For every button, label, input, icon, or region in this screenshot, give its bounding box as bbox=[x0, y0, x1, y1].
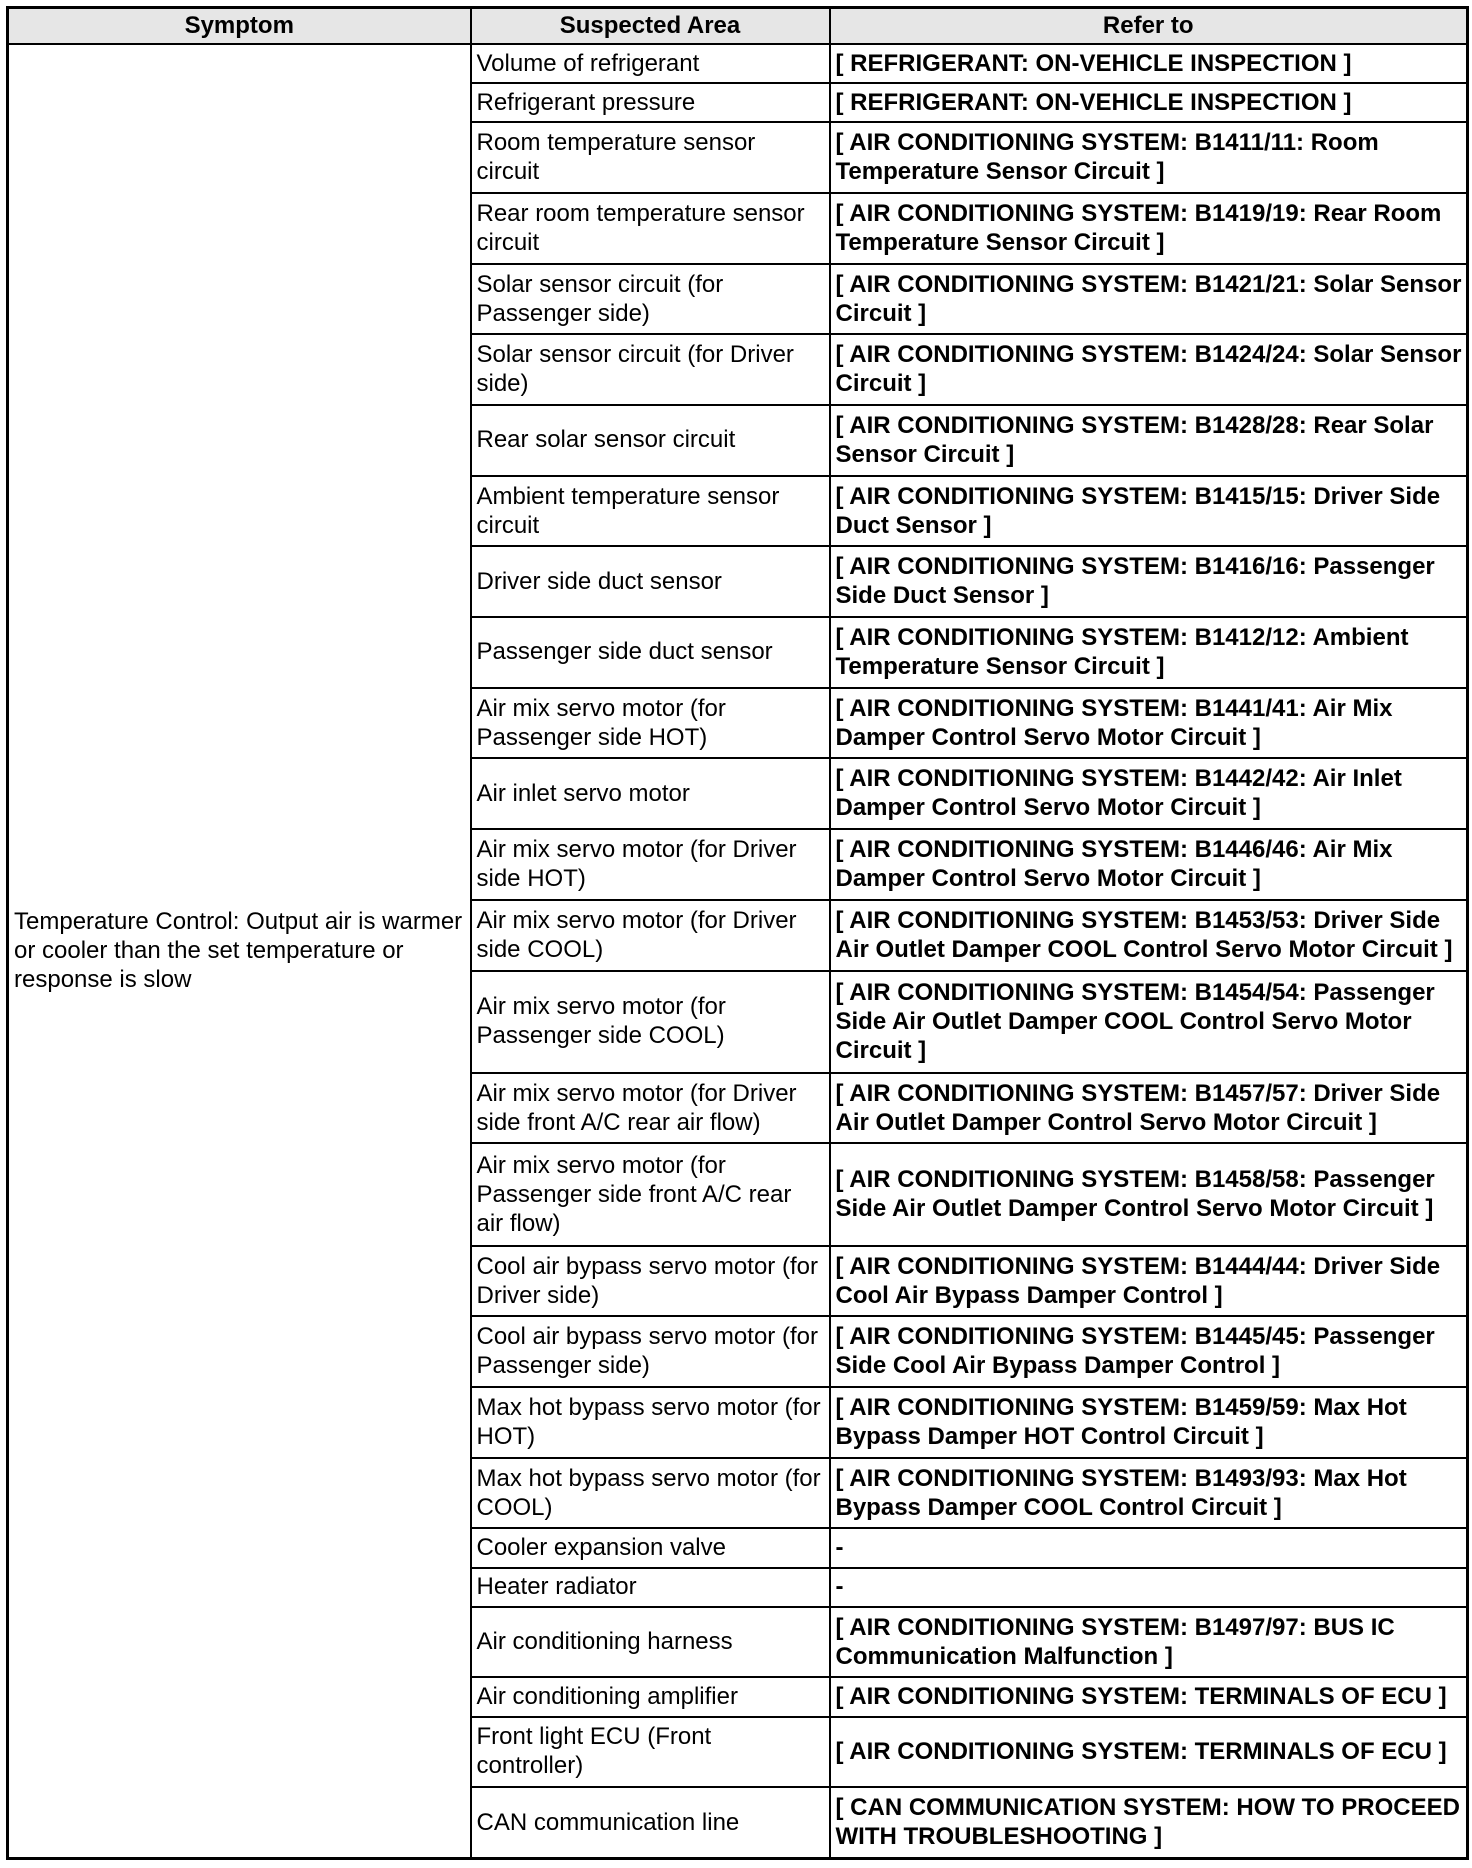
refer-to-link[interactable]: [ AIR CONDITIONING SYSTEM: B1497/97: BUS IC Communication Malfunction ] bbox=[830, 1607, 1468, 1678]
refer-to-link[interactable]: [ AIR CONDITIONING SYSTEM: B1419/19: Rear Room Temperature Sensor Circuit ] bbox=[830, 193, 1468, 264]
suspected-area-cell: Air mix servo motor (for Driver side COOL) bbox=[471, 900, 830, 971]
refer-to-link[interactable]: [ AIR CONDITIONING SYSTEM: B1453/53: Driver Side Air Outlet Damper COOL Control Servo Motor Circuit ] bbox=[830, 900, 1468, 971]
suspected-area-cell: Rear solar sensor circuit bbox=[471, 405, 830, 476]
refer-to-link[interactable]: [ AIR CONDITIONING SYSTEM: B1459/59: Max Hot Bypass Damper HOT Control Circuit ] bbox=[830, 1387, 1468, 1458]
suspected-area-cell: Solar sensor circuit (for Passenger side) bbox=[471, 264, 830, 335]
header-symptom: Symptom bbox=[8, 8, 471, 45]
suspected-area-cell: Air inlet servo motor bbox=[471, 758, 830, 829]
refer-to-link[interactable]: [ AIR CONDITIONING SYSTEM: B1444/44: Driver Side Cool Air Bypass Damper Control ] bbox=[830, 1246, 1468, 1317]
suspected-area-cell: Front light ECU (Front controller) bbox=[471, 1717, 830, 1788]
header-refer-to: Refer to bbox=[830, 8, 1468, 45]
refer-to-link[interactable]: [ REFRIGERANT: ON-VEHICLE INSPECTION ] bbox=[830, 44, 1468, 83]
suspected-area-cell: Solar sensor circuit (for Driver side) bbox=[471, 334, 830, 405]
refer-to-link[interactable]: [ AIR CONDITIONING SYSTEM: TERMINALS OF ECU ] bbox=[830, 1717, 1468, 1788]
refer-to-link[interactable]: [ AIR CONDITIONING SYSTEM: B1446/46: Air Mix Damper Control Servo Motor Circuit ] bbox=[830, 829, 1468, 900]
suspected-area-cell: Room temperature sensor circuit bbox=[471, 122, 830, 193]
refer-to-link[interactable]: [ AIR CONDITIONING SYSTEM: B1441/41: Air Mix Damper Control Servo Motor Circuit ] bbox=[830, 688, 1468, 759]
suspected-area-cell: Air mix servo motor (for Passenger side front A/C rear air flow) bbox=[471, 1143, 830, 1245]
suspected-area-cell: Air mix servo motor (for Passenger side HOT) bbox=[471, 688, 830, 759]
refer-to-link[interactable]: [ AIR CONDITIONING SYSTEM: B1424/24: Solar Sensor Circuit ] bbox=[830, 334, 1468, 405]
refer-to-link[interactable]: [ AIR CONDITIONING SYSTEM: TERMINALS OF ECU ] bbox=[830, 1677, 1468, 1716]
header-suspected-area: Suspected Area bbox=[471, 8, 830, 45]
suspected-area-cell: Ambient temperature sensor circuit bbox=[471, 476, 830, 547]
suspected-area-cell: Cool air bypass servo motor (for Driver side) bbox=[471, 1246, 830, 1317]
suspected-area-cell: Air mix servo motor (for Driver side front A/C rear air flow) bbox=[471, 1073, 830, 1144]
refer-to-link[interactable]: [ AIR CONDITIONING SYSTEM: B1442/42: Air Inlet Damper Control Servo Motor Circuit ] bbox=[830, 758, 1468, 829]
suspected-area-cell: CAN communication line bbox=[471, 1787, 830, 1858]
suspected-area-cell: Passenger side duct sensor bbox=[471, 617, 830, 688]
refer-to-link[interactable]: [ CAN COMMUNICATION SYSTEM: HOW TO PROCEED WITH TROUBLESHOOTING ] bbox=[830, 1787, 1468, 1858]
refer-to-link[interactable]: [ AIR CONDITIONING SYSTEM: B1454/54: Passenger Side Air Outlet Damper COOL Control Servo Motor Circuit ] bbox=[830, 971, 1468, 1073]
suspected-area-cell: Air mix servo motor (for Driver side HOT) bbox=[471, 829, 830, 900]
suspected-area-cell: Cool air bypass servo motor (for Passenger side) bbox=[471, 1316, 830, 1387]
suspected-area-cell: Heater radiator bbox=[471, 1568, 830, 1607]
suspected-area-cell: Rear room temperature sensor circuit bbox=[471, 193, 830, 264]
table-row bbox=[8, 44, 1468, 83]
refer-to-link[interactable]: [ REFRIGERANT: ON-VEHICLE INSPECTION ] bbox=[830, 83, 1468, 122]
refer-to-link[interactable]: [ AIR CONDITIONING SYSTEM: B1428/28: Rear Solar Sensor Circuit ] bbox=[830, 405, 1468, 476]
table-body bbox=[8, 44, 1468, 1859]
refer-to-link[interactable]: [ AIR CONDITIONING SYSTEM: B1493/93: Max Hot Bypass Damper COOL Control Circuit ] bbox=[830, 1458, 1468, 1529]
suspected-area-cell: Driver side duct sensor bbox=[471, 546, 830, 617]
refer-to-link[interactable]: [ AIR CONDITIONING SYSTEM: B1415/15: Driver Side Duct Sensor ] bbox=[830, 476, 1468, 547]
suspected-area-cell: Air mix servo motor (for Passenger side COOL) bbox=[471, 971, 830, 1073]
troubleshooting-table bbox=[6, 6, 1469, 1860]
refer-to-link[interactable]: [ AIR CONDITIONING SYSTEM: B1416/16: Passenger Side Duct Sensor ] bbox=[830, 546, 1468, 617]
refer-to-link[interactable]: [ AIR CONDITIONING SYSTEM: B1412/12: Ambient Temperature Sensor Circuit ] bbox=[830, 617, 1468, 688]
symptom-cell: Temperature Control: Output air is warmer or cooler than the set temperature or response is slow bbox=[8, 44, 471, 1859]
refer-to-link[interactable]: [ AIR CONDITIONING SYSTEM: B1445/45: Passenger Side Cool Air Bypass Damper Control ] bbox=[830, 1316, 1468, 1387]
suspected-area-cell: Air conditioning harness bbox=[471, 1607, 830, 1678]
suspected-area-cell: Refrigerant pressure bbox=[471, 83, 830, 122]
refer-to-link[interactable]: [ AIR CONDITIONING SYSTEM: B1458/58: Passenger Side Air Outlet Damper Control Servo Motor Circuit ] bbox=[830, 1143, 1468, 1245]
header-row bbox=[8, 8, 1468, 45]
suspected-area-cell: Volume of refrigerant bbox=[471, 44, 830, 83]
suspected-area-cell: Air conditioning amplifier bbox=[471, 1677, 830, 1716]
refer-to-link: - bbox=[830, 1568, 1468, 1607]
refer-to-link[interactable]: [ AIR CONDITIONING SYSTEM: B1411/11: Room Temperature Sensor Circuit ] bbox=[830, 122, 1468, 193]
suspected-area-cell: Max hot bypass servo motor (for HOT) bbox=[471, 1387, 830, 1458]
suspected-area-cell: Cooler expansion valve bbox=[471, 1528, 830, 1567]
suspected-area-cell: Max hot bypass servo motor (for COOL) bbox=[471, 1458, 830, 1529]
refer-to-link[interactable]: [ AIR CONDITIONING SYSTEM: B1457/57: Driver Side Air Outlet Damper Control Servo Motor Circuit ] bbox=[830, 1073, 1468, 1144]
refer-to-link: - bbox=[830, 1528, 1468, 1567]
refer-to-link[interactable]: [ AIR CONDITIONING SYSTEM: B1421/21: Solar Sensor Circuit ] bbox=[830, 264, 1468, 335]
